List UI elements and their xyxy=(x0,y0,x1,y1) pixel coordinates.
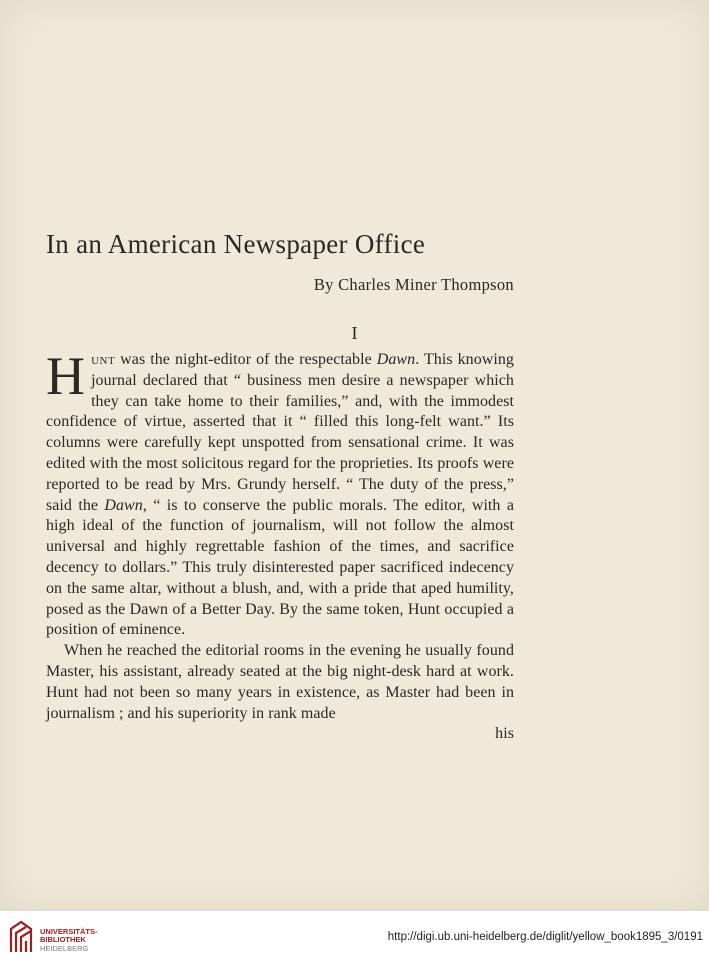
permalink-url[interactable]: http://digi.ub.uni-heidelberg.de/diglit/yellow_book1895_3/0191 xyxy=(387,931,703,943)
paragraph-1-part-c: , “ is to conserve the public morals. The editor, with a high ideal of the function of journalism, will not follow the almost universal and highly regrettable fashion of the times, and sacrifice decency to dollars.” This truly disinterested paper sacrificed indecency on the same altar, without a blush, and, with a pride that aped humility, posed as the Dawn of a Better Day. By the same token, Hunt occupied a position of eminence. xyxy=(46,496,514,639)
paragraph-1-part-b: . This knowing journal declared that “ business men desire a newspaper which they can take home to their families,” and, with the immodest confidence of virtue, asserted that it “ filled this long-felt want.” Its columns were carefully kept unspotted from sensational crime. It was edited with the most solicitous regard for the proprieties. Its proofs were reported to be read by Mrs. Grundy herself. “ The duty of the press,” said the xyxy=(46,351,514,514)
paragraph-2: When he reached the editorial rooms in the evening he usually found Master, his assistant, already seated at the big night-desk hard at work. Hunt had not been so many years in existence, as Master had been in journalism ; and his superiority in rank made xyxy=(46,642,514,722)
first-word-rest: unt xyxy=(91,351,116,368)
viewer-footer xyxy=(0,910,709,964)
university-library-logo-icon xyxy=(8,919,34,955)
section-number: I xyxy=(351,323,358,343)
dawn-title: Dawn xyxy=(376,351,416,368)
library-name-line-1: UNIVERSITÄTS- xyxy=(40,927,98,936)
paragraph-1-part-a: was the night-editor of the respectable xyxy=(115,351,377,368)
paragraph-1 xyxy=(46,346,514,641)
article-body xyxy=(46,346,514,745)
catchword: his xyxy=(495,725,514,743)
article-byline: By Charles Miner Thompson xyxy=(313,275,514,294)
library-name-line-2: BIBLIOTHEK xyxy=(40,935,86,945)
article-title: In an American Newspaper Office xyxy=(46,229,426,259)
library-name-line-3: HEIDELBERG xyxy=(40,943,89,953)
drop-cap: H xyxy=(46,346,86,406)
dawn-title-2: Dawn xyxy=(104,496,143,514)
library-name xyxy=(40,928,98,953)
